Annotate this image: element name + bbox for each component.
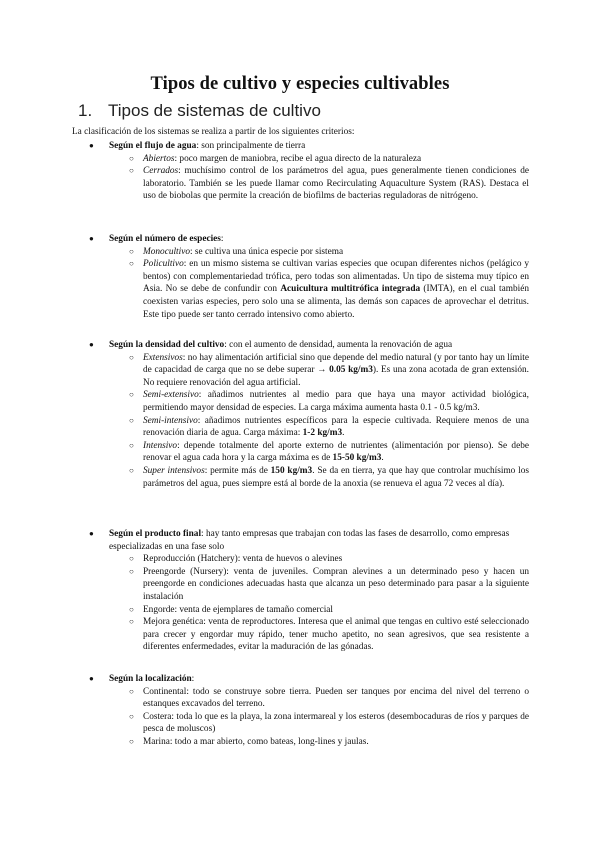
criteria-densidad-cultivo	[89, 339, 529, 490]
criteria-label: Según la localización	[109, 674, 192, 684]
list-item: ○ Costera: toda lo que es la playa, la zona intermareal y los esteros (desembocaduras de ríos y parques de pesca de moluscos)	[129, 711, 529, 735]
criteria-localizacion	[89, 673, 529, 749]
section-number: 1.	[78, 101, 93, 120]
section-heading	[78, 101, 321, 121]
list-item: ○ Super intensivos: permite más de 150 kg/m3. Se da en tierra, ya que hay que controlar muchísimo los parámetros del agua, pues siempre está al borde de la anoxia (se renueva el agua 72 veces al día).	[129, 465, 529, 489]
bullet-dot: ●	[89, 340, 94, 349]
list-item: ○ Engorde: venta de ejemplares de tamaño comercial	[129, 604, 333, 615]
criteria-producto-final	[89, 528, 529, 654]
bullet-dot: ●	[89, 141, 94, 150]
criteria-desc: :	[191, 674, 195, 684]
criteria-label: Según el número de especies	[109, 234, 221, 244]
criteria-desc: : con el aumento de densidad, aumenta la renovación de agua	[224, 340, 453, 350]
list-item: ○ Abiertos: poco margen de maniobra, recibe el agua directo de la naturaleza	[129, 153, 422, 164]
list-item: ○ Cerrados: muchísimo control de los parámetros del agua, pues generalmente tienen condiciones de laboratorio. También se les puede llamar como Recirculating Aquaculture System (RAS). Destaca el uso de biobolas que permite la creación de biofilms de bacterias reguladoras de nitrógeno.	[129, 166, 529, 202]
criteria-desc: : hay tanto empresas que trabajan con todas las fases de desarrollo, como empresas especializadas en una fase solo	[109, 529, 510, 552]
criteria-label: Según el flujo de agua	[109, 141, 197, 151]
bullet-dot: ●	[89, 234, 94, 243]
list-item: ○ Monocultivo: se cultiva una única especie por sistema	[129, 246, 344, 257]
intro-paragraph: La clasificación de los sistemas se realiza a partir de los siguientes criterios:	[72, 127, 355, 137]
page-title: Tipos de cultivo y especies cultivables	[150, 74, 450, 94]
list-item: ○ Extensivos: no hay alimentación artificial sino que depende del medio natural (y por tanto hay un límite de capacidad de carga que no se debe superar → 0.05 kg/m3). Es una zona acotada de gran extensión. No requiere renovación del agua artificial.	[129, 352, 529, 388]
list-item: ○ Reproducción (Hatchery): venta de huevos o alevines	[129, 554, 343, 565]
criteria-desc: :	[220, 234, 224, 244]
list-item: ○ Mejora genética: venta de reproductores. Interesa que el animal que tengas en cultivo esté seleccionado para crecer y engordar muy rápido, tener mucho apetito, no sean agresivos, que sea resistente a diferentes enfermedades, evitar la maduración de las gónadas.	[129, 617, 529, 653]
criteria-label: Según la densidad del cultivo	[109, 340, 225, 350]
criteria-label: Según el producto final	[109, 529, 202, 539]
list-item: ○ Policultivo: en un mismo sistema se cultivan varias especies que ocupan diferentes nichos (pelágico y bentos) con complementariedad trófica, pero todas son alimentadas. Un tipo de sistema muy típico en Asia. No se debe de confundir con Acuicultura multitrófica integrada (IMTA), en el cual también coexisten varias especies, pero solo una se alimenta, las demás son capaces de aprovechar el detritus. Este tipo puede ser tanto cerrado intensivo como abierto.	[129, 259, 529, 320]
list-item: ○ Semi-extensivo: añadimos nutrientes al medio para que haya una mayor actividad biológica, permitiendo mayor densidad de especies. La carga máxima aumenta hasta 0.1 - 0.5 kg/m3.	[129, 390, 529, 413]
section-title: Tipos de sistemas de cultivo	[108, 101, 321, 120]
criteria-flujo-agua	[89, 140, 529, 203]
list-item: ○ Intensivo: depende totalmente del aporte externo de nutrientes (alimentación por pienso). Se debe renovar el agua cada hora y la carga máxima es de 15-50 kg/m3.	[129, 440, 529, 464]
list-item: ○ Continental: todo se construye sobre tierra. Pueden ser tanques por encima del nivel del terreno o estanques excavados del terreno.	[129, 686, 529, 710]
list-item: ○ Preengorde (Nursery): venta de juveniles. Compran alevines a un determinado peso y hacen un preengorde en condiciones adecuadas hasta que alcanza un peso determinado para pasar a la siguiente instalación	[129, 566, 529, 602]
criteria-numero-especies	[89, 233, 529, 321]
list-item: ○ Semi-intensivo: añadimos nutrientes específicos para la especie cultivada. Requiere menos de una renovación diaria de agua. Carga máxima: 1-2 kg/m3.	[129, 415, 529, 439]
bullet-dot: ●	[89, 529, 94, 538]
list-item: ○ Marina: todo a mar abierto, como bateas, long-lines y jaulas.	[129, 736, 369, 747]
bullet-dot: ●	[89, 674, 94, 683]
criteria-desc: : son principalmente de tierra	[196, 141, 306, 151]
